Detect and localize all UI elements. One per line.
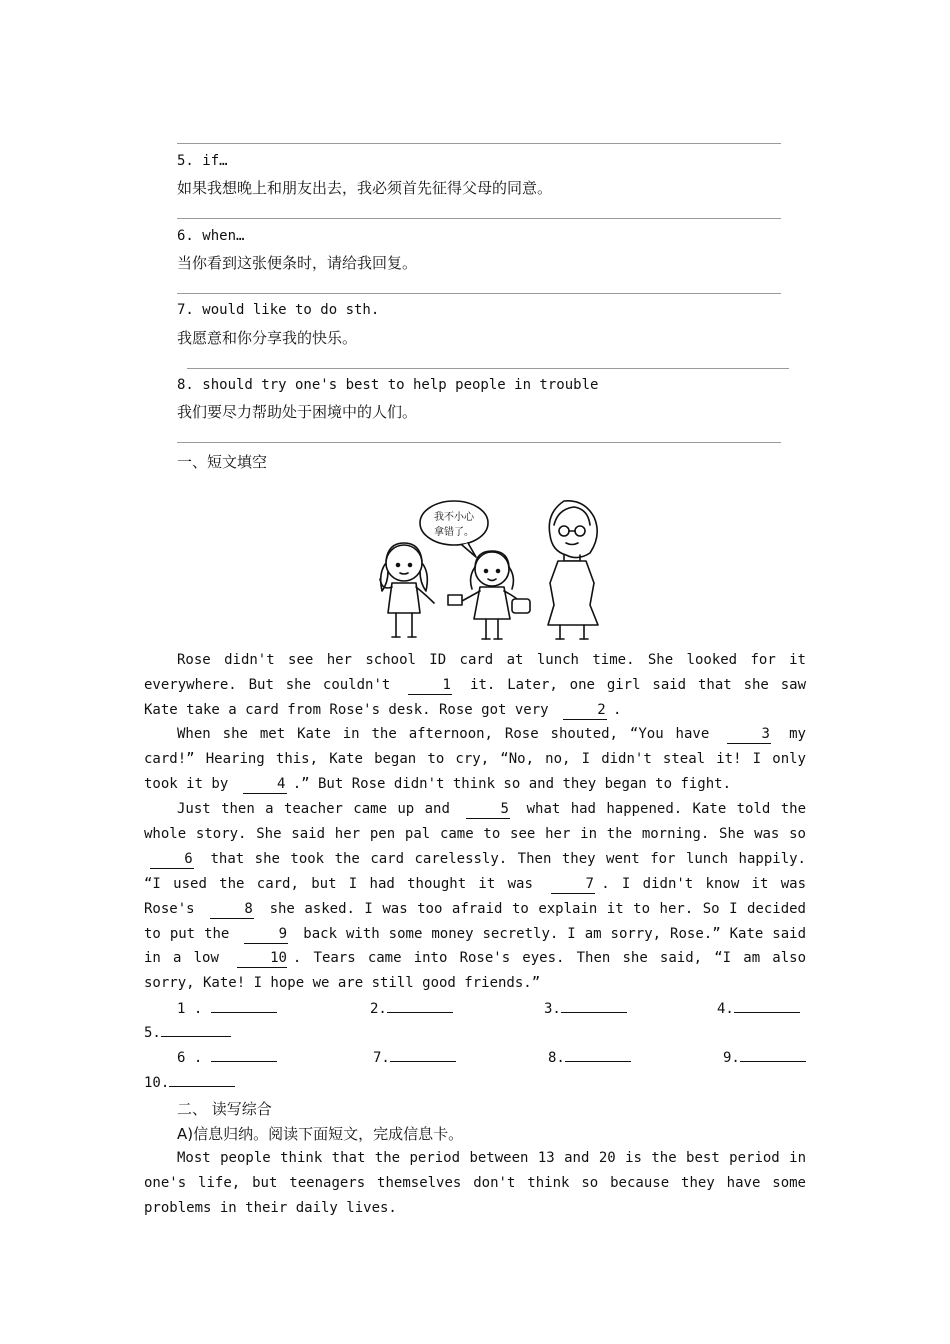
section-heading: 二、 读写综合 [177, 1100, 272, 1118]
gap-number: 4 [243, 776, 287, 794]
passage-text: Rose didn't see her school ID card at lunch time. She looked for it everywhere. But she couldn't [144, 652, 806, 693]
answer-slot[interactable]: 8. [548, 1049, 631, 1066]
answer-slot[interactable]: 7. [373, 1049, 456, 1066]
answer-slot[interactable]: 6 . [177, 1049, 277, 1066]
gap-number: 5 [466, 801, 510, 819]
answer-slot[interactable]: 5. [144, 1024, 231, 1041]
gap-number: 3 [727, 726, 771, 744]
passage-paragraph: Most people think that the period between 13 and 20 is the best period in one's life, but teenagers themselves don't think so because they have some problems in their daily lives. [144, 1150, 806, 1216]
gap-number: 2 [563, 702, 607, 720]
section-subheading: A)信息归纳。阅读下面短文，完成信息卡。 [177, 1125, 464, 1143]
speech-bubble-line-2: 拿错了。 [434, 527, 474, 538]
passage-text: . Tears came into Rose's eyes. Then she said, “I am also sorry, Kate! I hope we are still good friends.” [144, 950, 806, 992]
passage-text: back with some money secretly. I am sorry, Rose.” Kate said in a low [144, 925, 806, 967]
speech-bubble-line-1: 我不小心 [434, 512, 474, 523]
passage-text: it. Later, one girl said that she saw Kate take a card from Rose's desk. Rose got very [144, 676, 807, 718]
answer-slot[interactable]: 1 . [177, 1000, 277, 1017]
gap-number: 1 [408, 677, 452, 695]
translation-prompt: 7. would like to do sth. [177, 302, 380, 318]
passage-text: . I didn't know it was Rose's [144, 875, 806, 917]
passage-text: that she took the card carelessly. Then they went for lunch happily. “I used the card, but I had thought it was [144, 850, 806, 892]
answer-line [177, 293, 781, 294]
translation-sentence: 如果我想晚上和朋友出去，我必须首先征得父母的同意。 [177, 179, 553, 197]
answer-line [177, 442, 781, 443]
passage-paragraph [144, 722, 806, 797]
passage-text: .” But Rose didn't think so and they began to fight. [292, 775, 732, 792]
translation-prompt: 6. when… [177, 228, 245, 244]
cartoon-illustration [352, 495, 612, 645]
answer-slot[interactable]: 10. [144, 1074, 235, 1091]
translation-sentence: 当你看到这张便条时，请给我回复。 [177, 254, 418, 272]
gap-number: 10 [237, 950, 287, 968]
answer-slot[interactable]: 4. [717, 1000, 800, 1017]
answer-line [177, 143, 781, 144]
answer-slot[interactable]: 9. [723, 1049, 806, 1066]
passage-paragraph [144, 648, 806, 723]
translation-prompt: 8. should try one's best to help people in trouble [177, 377, 599, 393]
gap-number: 6 [150, 851, 194, 869]
answer-slot[interactable]: 2. [370, 1000, 453, 1017]
passage-text: my card!” Hearing this, Kate began to cry, “No, no, I didn't steal it! I only took it by [144, 726, 806, 792]
answer-line [177, 218, 781, 219]
passage-paragraph [144, 797, 806, 996]
translation-prompt: 5. if… [177, 153, 228, 169]
gap-number: 8 [210, 901, 254, 919]
passage-text: what had happened. Kate told the whole story. She said her pen pal came to see her in the morning. She was so [144, 801, 806, 842]
gap-number: 9 [244, 926, 288, 944]
answer-line [187, 368, 789, 369]
translation-sentence: 我们要尽力帮助处于困境中的人们。 [177, 403, 418, 421]
section-heading: 一、短文填空 [177, 453, 268, 471]
gap-number: 7 [551, 876, 595, 894]
passage-text: Just then a teacher came up and [177, 801, 461, 817]
passage-text: she asked. I was too afraid to explain it to her. So I decided to put the [144, 900, 806, 942]
passage-text: When she met Kate in the afternoon, Rose shouted, “You have [177, 726, 722, 742]
translation-sentence: 我愿意和你分享我的快乐。 [177, 329, 358, 347]
passage-text: . [613, 701, 622, 718]
answer-slot[interactable]: 3. [544, 1000, 627, 1017]
